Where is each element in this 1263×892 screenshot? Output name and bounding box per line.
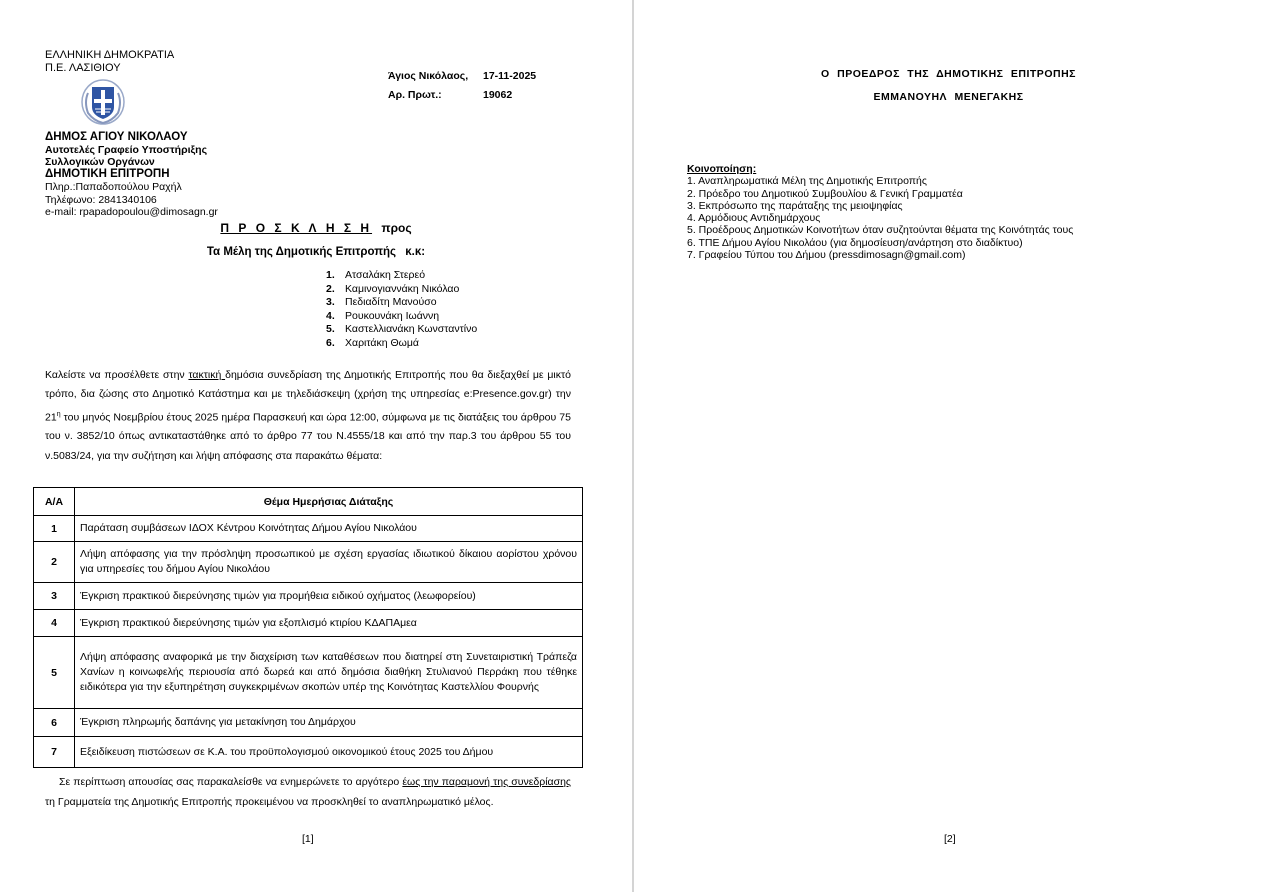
list-item (326, 310, 477, 324)
member-number: 1. (326, 269, 335, 281)
contact-phone: Τηλέφωνο: 2841340106 (45, 193, 157, 206)
protocol-row (388, 85, 536, 104)
notification-list (687, 163, 1073, 261)
member-name: Χαριτάκη Θωμά (345, 336, 419, 349)
list-item (326, 337, 477, 351)
document-date: 17-11-2025 (483, 69, 537, 82)
members-list (326, 269, 477, 350)
table-row (34, 610, 583, 637)
date-ordinal: η (56, 410, 61, 418)
president-name: ΕΜΜΑΝΟΥΗΛ ΜΕΝΕΓΑΚΗΣ (873, 91, 1024, 103)
list-item: 2. Πρόεδρο του Δημοτικού Συμβουλίου & Γενική Γραμματέα (687, 187, 963, 200)
table-row (34, 737, 583, 768)
place-label: Άγιος Νικόλαος, (388, 69, 469, 82)
body-text: του μηνός Νοεμβρίου έτους 2025 ημέρα Παρασκευή και ώρα 12:00, σύμφωνα με τις διατάξεις του άρθρου 75 του ν. 3852/10 όπως αντικαταστάθηκε από το άρθρο 77 του Ν.4555/18 και από την παρ.3 του άρθρου 55 του ν.5083/24, για την συζήτηση και λήψη απόφασης στα παρακάτω θέματα: (45, 411, 571, 462)
members-kk: κ.κ: (405, 246, 426, 258)
agenda-topic: Λήψη απόφασης για την πρόσληψη προσωπικού με σχέση εργασίας ιδιωτικού δίκαιου αορίστου χρόνου για υπηρεσίες του δήμου Αγίου Νικολάου (75, 542, 583, 583)
member-name: Ρουκουνάκη Ιωάννη (345, 309, 440, 322)
agenda-topic: Έγκριση πρακτικού διερεύνησης τιμών για εξοπλισμό κτιρίου ΚΔΑΠΑμεα (75, 610, 583, 637)
header-authority (45, 49, 174, 75)
members-title: Τα Μέλη της Δημοτικής Επιτροπής (206, 246, 397, 258)
document-page-2 (634, 0, 1263, 892)
member-name: Πεδιαδίτη Μανούσο (345, 296, 437, 308)
agenda-number: 4 (34, 610, 75, 637)
member-name: Καστελλιανάκη Κωνσταντίνο (345, 323, 478, 335)
table-row (34, 709, 583, 737)
agenda-number: 5 (34, 637, 75, 709)
table-header-row (34, 488, 583, 516)
republic-label: ΕΛΛΗΝΙΚΗ ΔΗΜΟΚΡΑΤΙΑ (45, 49, 175, 61)
members-heading (0, 246, 632, 258)
member-name: Καμινογιαννάκη Νικόλαο (345, 282, 460, 295)
document-meta (388, 66, 536, 104)
notification-title: Κοινοποίηση: (687, 163, 757, 175)
list-item (326, 283, 477, 297)
table-row (34, 583, 583, 610)
member-number: 5. (326, 323, 335, 335)
member-name: Ατσαλάκη Στερεό (345, 269, 426, 281)
committee-name: ΔΗΜΟΤΙΚΗ ΕΠΙΤΡΟΠΗ (45, 168, 170, 180)
greek-coat-of-arms-icon (80, 79, 126, 125)
closing-text: τη Γραμματεία της Δημοτικής Επιτροπής προκειμένου να προσκληθεί το αναπληρωματικό μέλος. (45, 795, 494, 808)
member-number: 2. (326, 282, 335, 295)
region-label: Π.Ε. ΛΑΣΙΘΙΟΥ (45, 62, 121, 74)
invitation-title: Π Ρ Ο Σ Κ Λ Η Σ Η (220, 221, 373, 235)
list-item (326, 296, 477, 310)
list-item: 1. Αναπληρωματικά Μέλη της Δημοτικής Επιτροπής (687, 175, 927, 188)
member-number: 4. (326, 309, 335, 322)
list-item: 4. Αρμόδιους Αντιδημάρχους (687, 212, 821, 225)
table-row (34, 542, 583, 583)
agenda-number: 2 (34, 542, 75, 583)
agenda-topic: Εξειδίκευση πιστώσεων σε Κ.Α. του προϋπολογισμού οικονομικού έτους 2025 του Δήμου (75, 737, 583, 768)
session-type: τακτική (188, 369, 226, 381)
agenda-topic: Παράταση συμβάσεων ΙΔΟΧ Κέντρου Κοινότητας Δήμου Αγίου Νικολάου (75, 516, 583, 542)
agenda-number: 7 (34, 737, 75, 768)
member-number: 3. (326, 296, 335, 308)
protocol-number: 19062 (483, 88, 513, 101)
agenda-number: 1 (34, 516, 75, 542)
protocol-label: Αρ. Πρωτ.: (388, 88, 442, 101)
municipality-name: ΔΗΜΟΣ ΑΓΙΟΥ ΝΙΚΟΛΑΟΥ (45, 131, 188, 143)
agenda-number: 6 (34, 709, 75, 737)
closing-paragraph (45, 773, 571, 813)
office-line-2: Συλλογικών Οργάνων (45, 156, 155, 168)
invitation-body (45, 366, 571, 466)
body-text: Καλείστε να προσέλθετε στην (45, 369, 189, 381)
list-item: 3. Εκπρόσωπο της παράταξης της μειοψηφίας (687, 199, 903, 212)
issuing-department (45, 131, 218, 219)
list-item: 6. ΤΠΕ Δήμου Αγίου Νικολάου (για δημοσίευση/ανάρτηση στο διαδίκτυο) (687, 236, 1023, 249)
body-text: δημόσια συνεδρίαση της Δημοτικής Επιτροπής που θα διεξαχθεί με μικτό τρόπο, δια ζώσης στο Δημοτικό Κατάστημα και με τηλεδιάσκεψη (χρήση της υπηρεσίας e:Presence.gov.gr) την 21 (45, 369, 571, 424)
invitation-heading (0, 221, 632, 235)
agenda-topic: Λήψη απόφασης αναφορικά με την διαχείριση των καταθέσεων που διατηρεί στη Συνεταιριστική Τράπεζα Χανίων η κοινωφελής περιουσία από δωρεά και από δημόσια διαθήκη Στυλιανού Περράκη που τέθηκε ειδικότερα για την εξυπηρέτηση συγκεκριμένων σκοπών υπέρ της Κοινότητας Καστελλίου Φουρνής (75, 637, 583, 709)
list-item: 7. Γραφείου Τύπου του Δήμου (pressdimosagn@gmail.com) (687, 249, 966, 262)
contact-person: Πληρ.:Παπαδοπούλου Ραχήλ (45, 181, 182, 193)
agenda-number: 3 (34, 583, 75, 610)
page-number: [2] (944, 833, 956, 845)
list-item (326, 269, 477, 283)
agenda-topic: Έγκριση πληρωμής δαπάνης για μετακίνηση του Δημάρχου (75, 709, 583, 737)
invitation-to: προς (381, 221, 412, 235)
column-header-num: Α/Α (34, 488, 75, 516)
office-line-1: Αυτοτελές Γραφείο Υποστήριξης (45, 144, 208, 156)
closing-deadline: έως την παραμονή της συνεδρίασης (402, 776, 571, 788)
agenda-table (33, 487, 583, 768)
date-row (388, 66, 536, 85)
page-number: [1] (302, 833, 314, 845)
agenda-topic: Έγκριση πρακτικού διερεύνησης τιμών για προμήθεια ειδικού οχήματος (λεωφορείου) (75, 583, 583, 610)
closing-text: Σε περίπτωση απουσίας σας παρακαλείσθε να ενημερώνετε το αργότερο (59, 776, 403, 788)
list-item: 5. Προέδρους Δημοτικών Κοινοτήτων όταν συζητούνται θέματα της Κοινότητάς τους (687, 224, 1074, 237)
column-header-topic: Θέμα Ημερήσιας Διάταξης (75, 488, 583, 516)
table-row (34, 637, 583, 709)
president-title: Ο ΠΡΟΕΔΡΟΣ ΤΗΣ ΔΗΜΟΤΙΚΗΣ ΕΠΙΤΡΟΠΗΣ (821, 68, 1076, 80)
table-row (34, 516, 583, 542)
list-item (326, 323, 477, 337)
member-number: 6. (326, 336, 335, 349)
contact-email: e-mail: rpapadopoulou@dimosagn.gr (45, 206, 218, 218)
